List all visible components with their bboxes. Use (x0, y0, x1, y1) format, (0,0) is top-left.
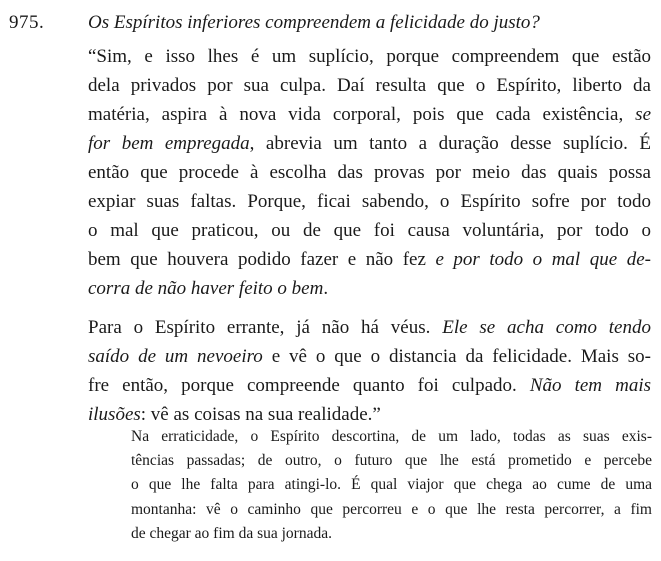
text-line (88, 100, 651, 129)
text-segment: dela privados por sua culpa. Daí resulta que o Espírito, liberto da (88, 75, 651, 96)
text-segment: : vê as coisas na sua realidade.” (140, 404, 381, 425)
text-line (88, 274, 651, 303)
text-line (88, 342, 651, 371)
answer-paragraph-2 (88, 313, 651, 429)
italic-text: for bem empregada (88, 133, 250, 154)
italic-text: saído de um nevoeiro (88, 346, 263, 367)
commentary-note (131, 425, 652, 546)
question-text: Os Espíritos inferiores compreendem a felicidade do justo? (88, 12, 540, 33)
question-number: 975. (9, 12, 45, 33)
text-line (88, 187, 651, 216)
text-segment: então que procede à escolha das provas por meio das quais possa (88, 162, 651, 183)
note-line: tências passadas; de outro, o futuro que lhe está prometido e percebe (131, 452, 652, 470)
text-segment: matéria, aspira à nova vida corporal, pois que cada existência, (88, 104, 636, 125)
text-segment: “Sim, e isso lhes é um suplício, porque compreendem que estão (88, 46, 651, 67)
note-line: montanha: vê o caminho que percorreu e o que lhe resta percorrer, a fim (131, 500, 652, 518)
answer-paragraph-1 (88, 42, 651, 303)
note-line: o que lhe falta para atingi-lo. É qual viajor que chega ao cume de uma (131, 476, 652, 494)
italic-text: se (635, 104, 651, 125)
note-line: Na erraticidade, o Espírito descortina, de um lado, todas as suas exis- (131, 428, 652, 445)
text-segment: o mal que praticou, ou de que foi causa voluntária, por todo o (88, 220, 651, 241)
text-line (88, 158, 651, 187)
text-segment: expiar suas faltas. Porque, ficai sabendo, o Espírito sofre por todo (88, 191, 651, 212)
note-line: de chegar ao fim da sua jornada. (131, 524, 332, 542)
text-line (88, 245, 651, 274)
italic-text: corra de não haver feito o bem (88, 278, 324, 299)
text-segment: fre então, porque compreende quanto foi culpado. (88, 375, 530, 396)
italic-text: e por todo o mal que de- (435, 249, 651, 270)
text-line (88, 71, 651, 100)
text-segment: Para o Espírito errante, já não há véus. (88, 317, 443, 338)
text-line (88, 216, 651, 245)
italic-text: ilusões (88, 404, 141, 425)
text-segment: bem que houvera podido fazer e não fez (88, 249, 436, 270)
text-segment: e vê o que o distancia da felicidade. Mais so- (262, 346, 651, 367)
text-segment: . (323, 278, 329, 299)
italic-text: Não tem mais (529, 375, 651, 396)
italic-text: Ele se acha como tendo (442, 317, 651, 338)
text-line (88, 313, 651, 342)
text-line (88, 129, 651, 158)
text-segment: , abrevia um tanto a duração desse suplício. É (249, 133, 651, 154)
text-line (88, 371, 651, 400)
text-line (88, 42, 651, 71)
